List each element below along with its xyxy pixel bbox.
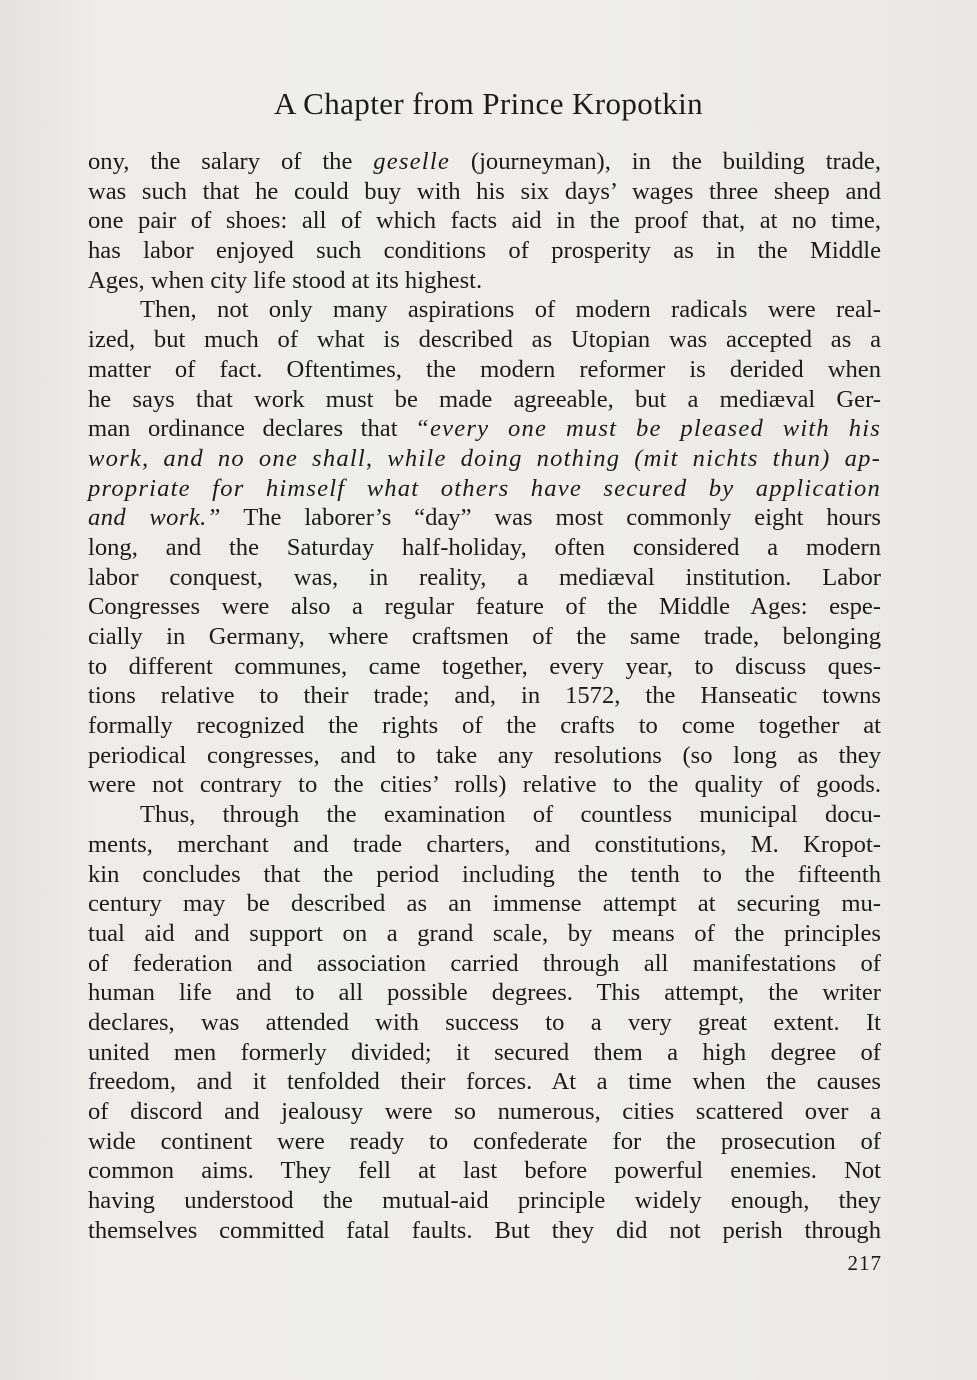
text-line: human life and to all possible degrees. This attempt, the writer [88, 979, 881, 1007]
text-line: themselves committed fatal faults. But they did not perish through [88, 1216, 881, 1244]
text-line: were not contrary to the cities’ rolls) relative to the quality of goods. [88, 771, 881, 799]
text-line: united men formerly divided; it secured them a high degree of [88, 1038, 881, 1066]
text-line: tual aid and support on a grand scale, by means of the principles [88, 919, 881, 947]
text-line: long, and the Saturday half-holiday, often considered a modern [88, 533, 881, 561]
text-line: declares, was attended with success to a very great extent. It [88, 1008, 881, 1036]
text-line: matter of fact. Oftentimes, the modern reformer is derided when [88, 355, 881, 383]
text-line: of discord and jealousy were so numerous, cities scattered over a [88, 1098, 881, 1125]
paragraph-2 [88, 295, 881, 800]
text-line: tions relative to their trade; and, in 1572, the Hanseatic towns [88, 682, 881, 710]
quote-line: propriate for himself what others have secured by application [88, 474, 881, 502]
text-line: was such that he could buy with his six days’ wages three sheep and [88, 177, 881, 205]
quote-line: work, and no one shall, while doing nothing (mit nichts thun) ap- [88, 444, 881, 472]
body-text [88, 147, 881, 1245]
text-line: century may be described as an immense attempt at securing mu- [88, 890, 881, 918]
text-line: formally recognized the rights of the crafts to come together at [88, 712, 881, 740]
paragraph-1 [88, 147, 881, 295]
text-line: to different communes, came together, every year, to discuss ques- [88, 652, 881, 680]
text-line: having understood the mutual-aid principle widely enough, they [88, 1187, 881, 1215]
text-line: Ages, when city life stood at its highest. [88, 266, 483, 294]
running-head: A Chapter from Prince Kropotkin [273, 86, 704, 121]
paragraph-3 [88, 800, 881, 1245]
page-number: 217 [847, 1251, 882, 1275]
text-line: common aims. They fell at last before powerful enemies. Not [88, 1157, 881, 1185]
text-line: freedom, and it tenfolded their forces. At a time when the causes [88, 1068, 881, 1096]
text-line: wide continent were ready to confederate for the prosecution of [88, 1127, 881, 1155]
text-line: he says that work must be made agreeable, but a mediæval Ger- [88, 385, 881, 413]
text-line: and work.” The laborer’s “day” was most commonly eight hours [88, 504, 881, 532]
text-line: man ordinance declares that “every one must be pleased with his [88, 415, 881, 443]
text-line: Congresses were also a regular feature of the Middle Ages: espe- [88, 593, 881, 621]
text-line: kin concludes that the period including the tenth to the fifteenth [88, 860, 881, 888]
text-line: Thus, through the examination of countless municipal docu- [140, 801, 881, 829]
text-line: of federation and association carried through all manifestations of [88, 949, 881, 977]
text-line: has labor enjoyed such conditions of prosperity as in the Middle [88, 237, 881, 265]
text-line: ized, but much of what is described as Utopian was accepted as a [88, 326, 881, 354]
text-line: Then, not only many aspirations of modern radicals were real- [140, 296, 881, 324]
text-line: ments, merchant and trade charters, and constitutions, M. Kropot- [88, 830, 881, 858]
text-line: periodical congresses, and to take any resolutions (so long as they [88, 741, 881, 769]
text-line: one pair of shoes: all of which facts aid in the proof that, at no time, [88, 207, 881, 235]
text-line: ony, the salary of the geselle (journeyman), in the building trade, [88, 148, 881, 175]
text-line: cially in Germany, where craftsmen of the same trade, belonging [88, 623, 881, 650]
text-line: labor conquest, was, in reality, a mediæval institution. Labor [88, 563, 881, 591]
